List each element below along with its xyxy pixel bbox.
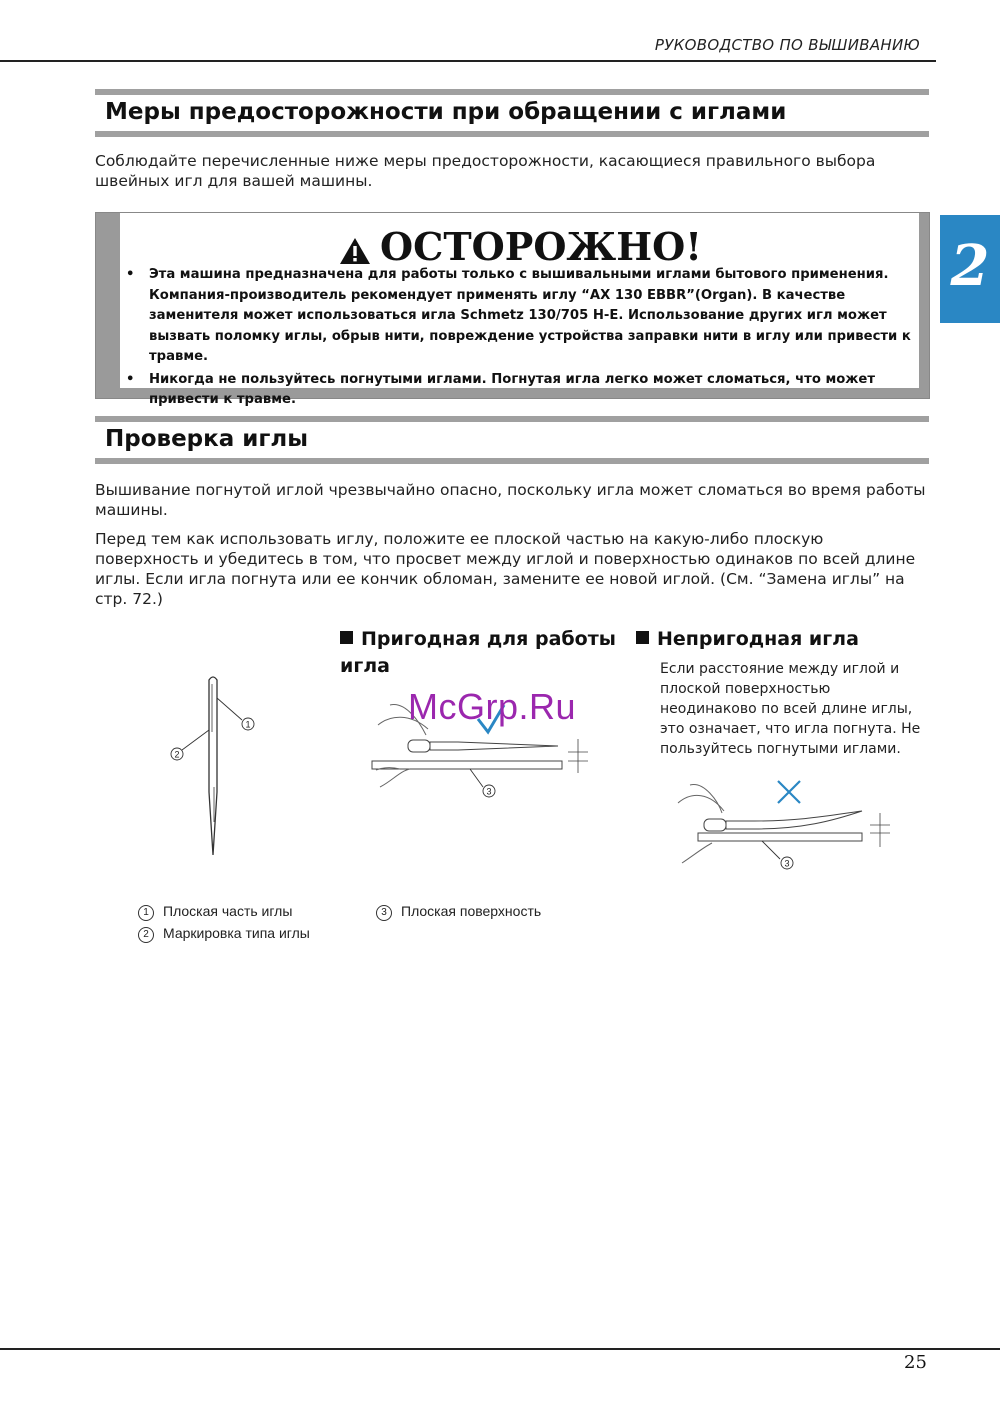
needle-diagram bbox=[160, 672, 280, 862]
warning-list bbox=[126, 265, 916, 413]
running-header: РУКОВОДСТВО ПО ВЫШИВАНИЮ bbox=[654, 36, 920, 54]
callout-2: 2 bbox=[174, 749, 180, 760]
good-needle-title: Пригодная для работы игла bbox=[340, 628, 616, 677]
legend-text: Плоская часть иглы bbox=[163, 903, 293, 919]
legend-item bbox=[376, 901, 541, 921]
legend-item bbox=[138, 923, 310, 943]
legend-text: Маркировка типа иглы bbox=[163, 925, 310, 941]
check-paragraph-2: Перед тем как использовать иглу, положите ее плоской частью на какую-либо плоскую поверхность и убедитесь в том, что просвет между иглой и поверхностью одинаков по всей длине иглы. Если игла погнута или ее кончик обломан, замените ее новой иглой. (См. “Замена иглы” на стр. 72.) bbox=[95, 530, 916, 608]
intro-paragraph: Соблюдайте перечисленные ниже меры предосторожности, касающиеся правильного выбора швейных игл для вашей машины. bbox=[95, 152, 876, 190]
legend-number: 2 bbox=[138, 927, 154, 943]
bad-needle-heading bbox=[636, 626, 936, 653]
header-rule bbox=[0, 60, 936, 62]
callout-1: 1 bbox=[245, 719, 251, 730]
warning-title-row bbox=[120, 225, 920, 269]
section-bar-top bbox=[95, 89, 929, 95]
warning-triangle-icon bbox=[338, 236, 372, 266]
section-bar-bottom bbox=[95, 131, 929, 137]
callout-3: 3 bbox=[486, 786, 492, 797]
warning-item bbox=[126, 370, 916, 411]
warning-item-text: Эта машина предназначена для работы только с вышивальными иглами бытового применения. Компания-производитель рекомендует применять иглу “AX 130 EBBR”(Organ). В качестве заменителя может использоваться игла Schmetz 130/705 H-E. Использование других игл может вызвать поломку иглы, обрыв нити, повреждение устройства заправки нити в иглу или привести к травме. bbox=[149, 267, 911, 364]
chapter-tab[interactable] bbox=[940, 215, 1000, 323]
watermark: McGrp.Ru bbox=[408, 686, 577, 727]
bad-needle-text: Если расстояние между иглой и плоской поверхностью неодинаково по всей длине иглы, это означает, что игла погнута. Не пользуйтесь погнутыми иглами. bbox=[660, 661, 921, 757]
section-title-needle-check: Проверка иглы bbox=[105, 426, 309, 452]
legend-text: Плоская поверхность bbox=[401, 903, 542, 919]
section-title-precautions: Меры предосторожности при обращении с иглами bbox=[105, 99, 787, 125]
chapter-number: 2 bbox=[950, 233, 990, 299]
square-bullet-icon bbox=[340, 631, 353, 644]
warning-side-bar bbox=[96, 213, 120, 398]
bullet: • bbox=[126, 267, 135, 282]
legend-number: 3 bbox=[376, 905, 392, 921]
callout-3: 3 bbox=[784, 858, 790, 869]
footer-rule bbox=[0, 1348, 1000, 1350]
page-number: 25 bbox=[904, 1352, 927, 1373]
warning-right-bar bbox=[919, 213, 929, 398]
section-bar-top bbox=[95, 416, 929, 422]
legend-item bbox=[138, 901, 292, 921]
bad-needle-diagram bbox=[672, 775, 902, 880]
bad-needle-title: Непригодная игла bbox=[657, 628, 859, 650]
warning-box bbox=[95, 212, 930, 407]
good-needle-heading bbox=[340, 626, 620, 680]
legend-number: 1 bbox=[138, 905, 154, 921]
warning-item bbox=[126, 265, 916, 368]
check-paragraph-1: Вышивание погнутой иглой чрезвычайно опасно, поскольку игла может сломаться во время работы машины. bbox=[95, 481, 926, 519]
warning-title: ОСТОРОЖНО! bbox=[380, 224, 702, 269]
bullet: • bbox=[126, 371, 135, 387]
cross-mark-icon bbox=[778, 781, 800, 803]
warning-item-text: Никогда не пользуйтесь погнутыми иглами. Погнутая игла легко может сломаться, что может привести к травме. bbox=[149, 371, 876, 407]
section-bar-bottom bbox=[95, 458, 929, 464]
square-bullet-icon bbox=[636, 631, 649, 644]
